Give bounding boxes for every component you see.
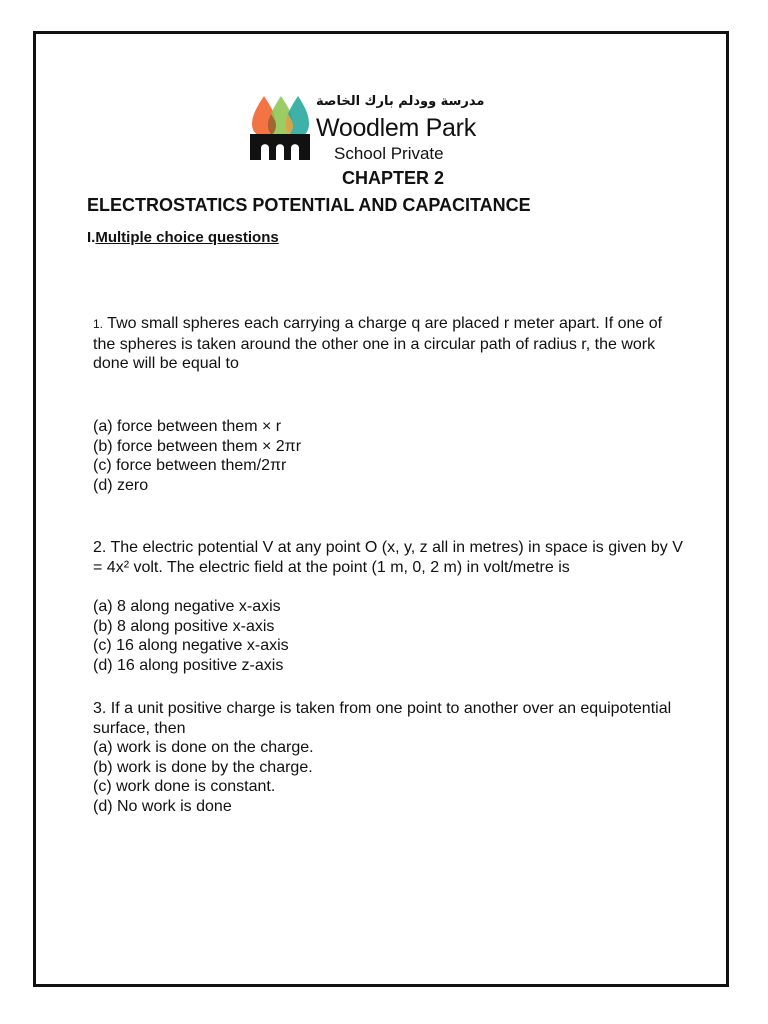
logo-school-subtitle: School Private [334,144,444,163]
section-prefix: I. [87,229,96,246]
option: (a) 8 along negative x-axis [93,598,281,615]
school-logo [248,92,484,166]
question-text: Two small spheres each carrying a charge q are placed r meter apart. If one of the spheres is taken around the other one in a circular path of radius r, the work done will be equal to [93,315,663,373]
question-number: 2. [93,539,107,556]
question-2-options [93,597,289,676]
option: (d) 16 along positive z-axis [93,657,284,675]
option: (c) work done is constant. [93,778,276,796]
option: (d) zero [93,477,149,495]
option: (b) 8 along positive x-axis [93,617,275,635]
option: (c) force between them/2πr [93,457,287,475]
question-3 [93,699,683,738]
chapter-title: ELECTROSTATICS POTENTIAL AND CAPACITANCE [87,195,531,215]
question-1 [93,314,683,374]
option: (d) No work is done [93,798,232,816]
logo-arabic-name: مدرسة وودلم بارك الخاصة [316,94,485,109]
question-text: The electric potential V at any point O (x, y, z all in metres) in space is given by V = 4x² volt. The electric field at the point (1 m, 0, 2 m) in volt/metre is [93,539,683,576]
logo-school-name: Woodlem Park [316,114,476,142]
question-number: 1. [93,317,104,331]
school-emblem-icon [248,92,312,162]
section-heading [87,229,279,246]
question-text: If a unit positive charge is taken from one point to another over an equipotential surface, then [93,700,672,737]
option: (a) work is done on the charge. [93,739,314,756]
option: (c) 16 along negative x-axis [93,637,289,655]
chapter-heading: CHAPTER 2 [341,168,444,188]
question-3-options [93,738,314,817]
question-2 [93,538,683,577]
section-label: Multiple choice questions [95,229,279,246]
option: (b) work is done by the charge. [93,758,313,776]
question-number: 3. [93,700,107,717]
question-1-options [93,417,301,496]
option: (a) force between them × r [93,418,282,435]
option: (b) force between them × 2πr [93,437,302,455]
